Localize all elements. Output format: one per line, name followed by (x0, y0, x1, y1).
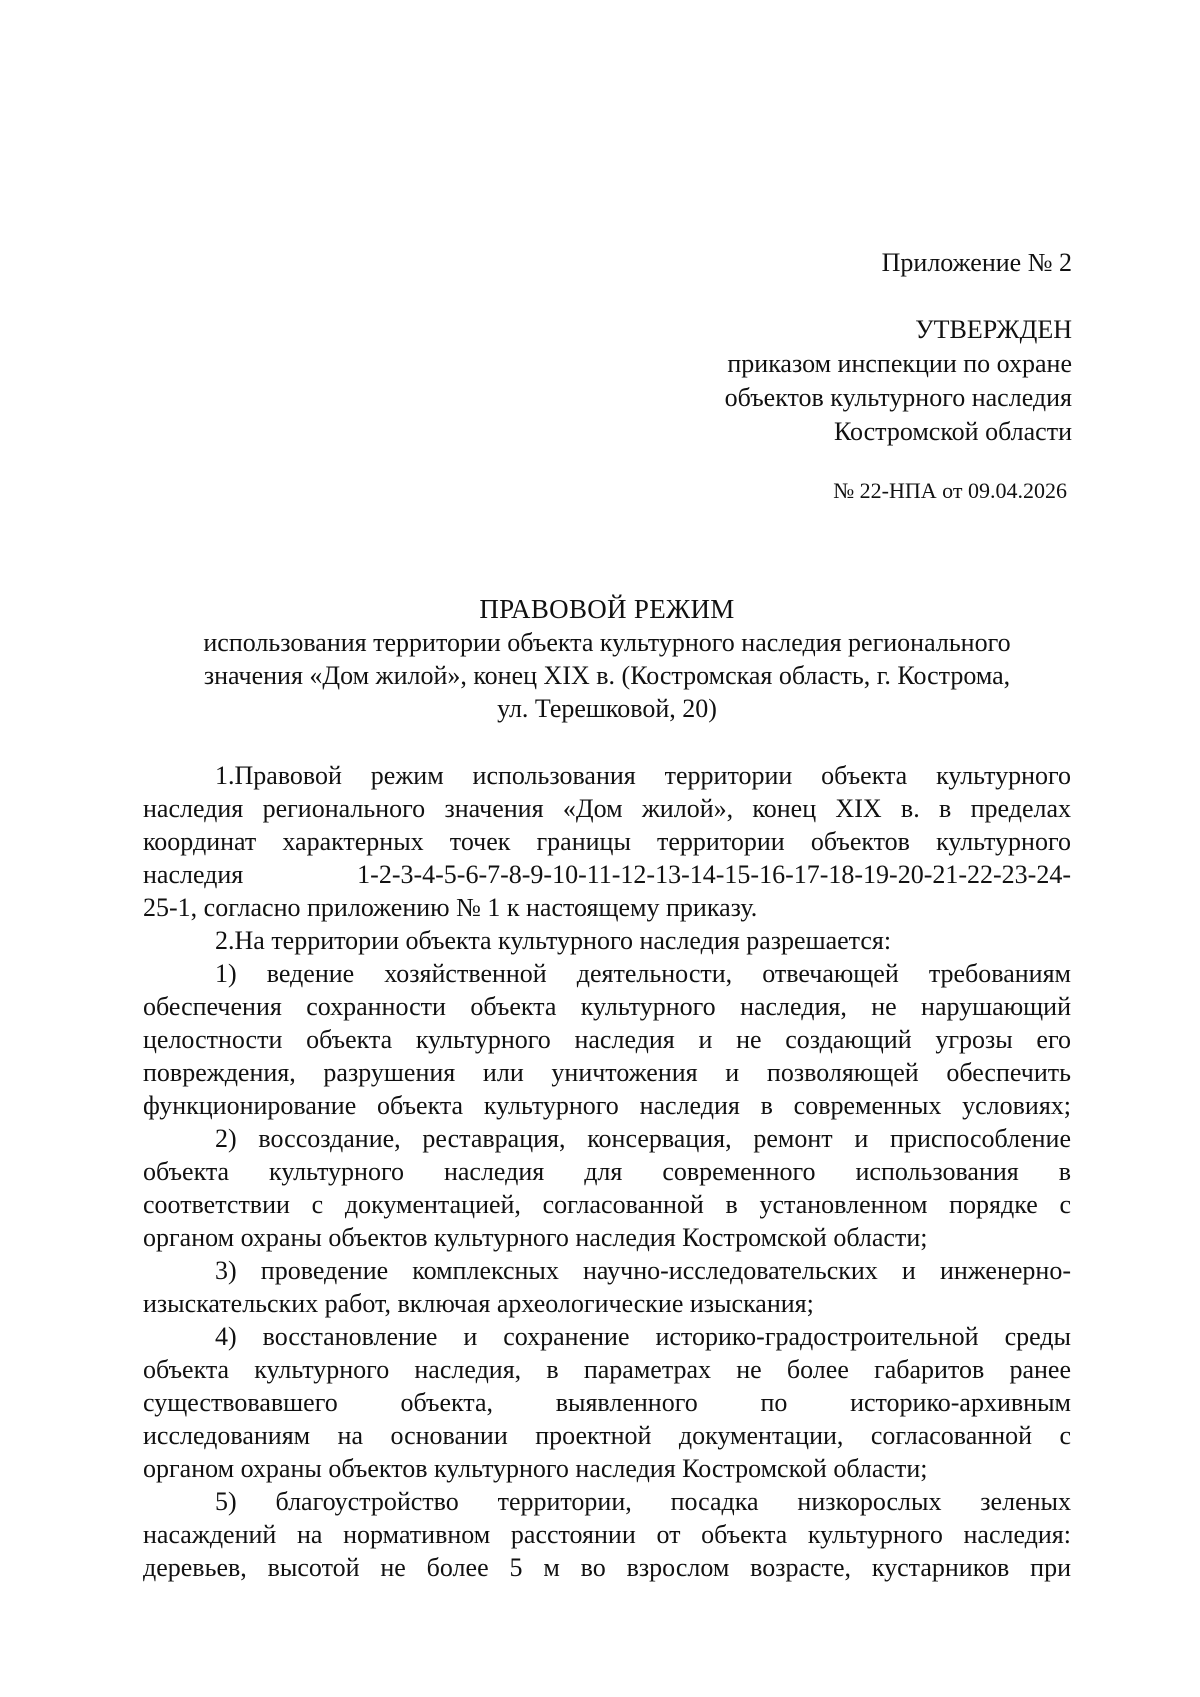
body-line: изыскательских работ, включая археологические изыскания; (143, 1289, 814, 1318)
approved-by-line: приказом инспекции по охране (727, 349, 1072, 378)
title-main: ПРАВОВОЙ РЕЖИМ (479, 594, 735, 624)
body-line: исследованиям на основании проектной документации, согласованной с (143, 1421, 1071, 1450)
body-line: органом охраны объектов культурного наследия Костромской области; (143, 1454, 928, 1483)
body-line: 4) восстановление и сохранение историко-градостроительной среды (215, 1322, 1071, 1351)
order-number (833, 474, 1067, 508)
body-line: координат характерных точек границы территории объектов культурного (143, 827, 1071, 856)
body-line: повреждения, разрушения или уничтожения и позволяющей обеспечить (143, 1058, 1071, 1087)
approved-by-line: объектов культурного наследия (724, 383, 1072, 412)
body-line: деревьев, высотой не более 5 м во взрослом возрасте, кустарников при (143, 1553, 1071, 1582)
title-line: ул. Терешковой, 20) (497, 694, 717, 723)
appendix-text: Приложение № 2 (881, 248, 1072, 277)
body-line: насаждений на нормативном расстоянии от объекта культурного наследия: (143, 1520, 1071, 1549)
body-line: объекта культурного наследия для современного использования в (143, 1157, 1071, 1186)
body-line: 25-1, согласно приложению № 1 к настоящему приказу. (143, 893, 758, 922)
body-line: существовавшего объекта, выявленного по историко-архивным (143, 1388, 1071, 1417)
appendix-label (882, 246, 1072, 280)
approved-by-line: Костромской области (833, 417, 1072, 446)
body-line: 5) благоустройство территории, посадка низкорослых зеленых (215, 1487, 1071, 1516)
body-line: 1.Правовой режим использования территории объекта культурного (215, 761, 1071, 790)
body-line: 2.На территории объекта культурного наследия разрешается: (215, 926, 892, 955)
body-line: функционирование объекта культурного наследия в современных условиях; (143, 1091, 1071, 1120)
body-line: 1) ведение хозяйственной деятельности, отвечающей требованиям (215, 959, 1071, 988)
body-line: обеспечения сохранности объекта культурного наследия, не нарушающий (143, 992, 1071, 1021)
body-line: органом охраны объектов культурного наследия Костромской области; (143, 1223, 928, 1252)
order-number-text: № 22-НПА от 09.04.2026 (833, 478, 1067, 503)
document-title (143, 593, 1071, 725)
document-body (143, 759, 1071, 1584)
title-line: использования территории объекта культурного наследия регионального (203, 628, 1011, 657)
body-line: 2) воссоздание, реставрация, консервация, ремонт и приспособление (215, 1124, 1071, 1153)
approved-heading: УТВЕРЖДЕН (915, 315, 1072, 344)
body-line: наследия регионального значения «Дом жилой», конец XIX в. в пределах (143, 794, 1071, 823)
body-line: объекта культурного наследия, в параметрах не более габаритов ранее (143, 1355, 1071, 1384)
body-line: соответствии с документацией, согласованной в установленном порядке с (143, 1190, 1071, 1219)
title-line: значения «Дом жилой», конец XIX в. (Костромская область, г. Кострома, (203, 661, 1011, 690)
body-line: наследия 1-2-3-4-5-6-7-8-9-10-11-12-13-14-15-16-17-18-19-20-21-22-23-24- (143, 860, 1071, 889)
body-line: целостности объекта культурного наследия и не создающий угрозы его (143, 1025, 1071, 1054)
body-line: 3) проведение комплексных научно-исследовательских и инженерно- (215, 1256, 1071, 1285)
approval-block (725, 313, 1072, 449)
